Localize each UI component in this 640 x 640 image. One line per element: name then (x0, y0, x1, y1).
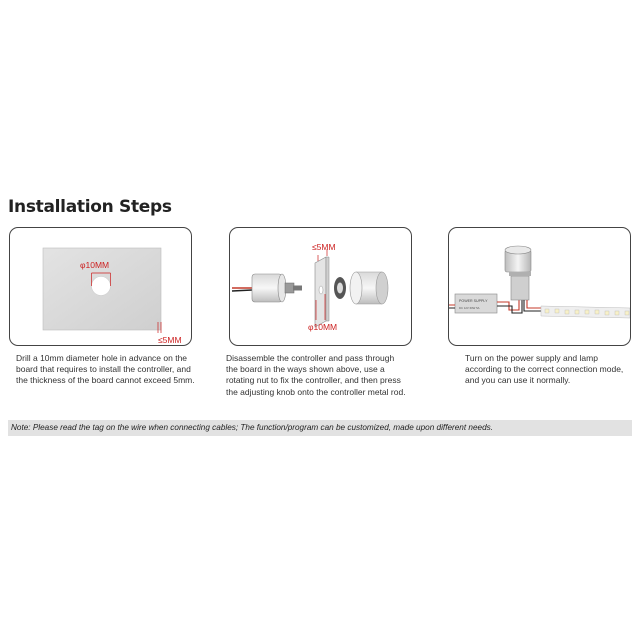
board-thickness-label: ≤5MM (312, 242, 336, 252)
svg-text:DC 12V 60W 5A: DC 12V 60W 5A (459, 306, 480, 310)
power-supply-unit (455, 294, 497, 313)
note-banner: Note: Please read the tag on the wire when connecting cables; The function/program can be customized, made upon different needs. (8, 420, 632, 436)
drilled-hole (92, 277, 111, 296)
step-2-illustration (229, 227, 412, 346)
rotating-nut (334, 277, 346, 299)
board-slab (315, 257, 329, 327)
controller-body (252, 274, 302, 302)
adjusting-knob (350, 272, 388, 304)
controller-with-knob (505, 246, 531, 300)
step-3-illustration (448, 227, 631, 346)
hole-diameter-label: φ10MM (308, 322, 338, 332)
svg-text:POWER SUPPLY: POWER SUPPLY (459, 299, 488, 303)
step-1-description: Drill a 10mm diameter hole in advance on the board that requires to install the controller, and the thickness of the board cannot exceed 5mm. (16, 353, 195, 386)
hole-diameter-label: φ10MM (80, 260, 110, 270)
board-thickness-label: ≤5MM (158, 335, 182, 345)
step-3-description: Turn on the power supply and lamp according to the correct connection mode, and you can use it normally. (465, 353, 624, 386)
led-strip (541, 306, 630, 318)
page-title: Installation Steps (8, 197, 172, 217)
step-1-illustration (9, 227, 192, 346)
step-2-description: Disassemble the controller and pass through the board in the ways shown above, use a rotating nut to fix the controller, and then press the adjusting knob onto the controller metal rod. (226, 353, 406, 397)
